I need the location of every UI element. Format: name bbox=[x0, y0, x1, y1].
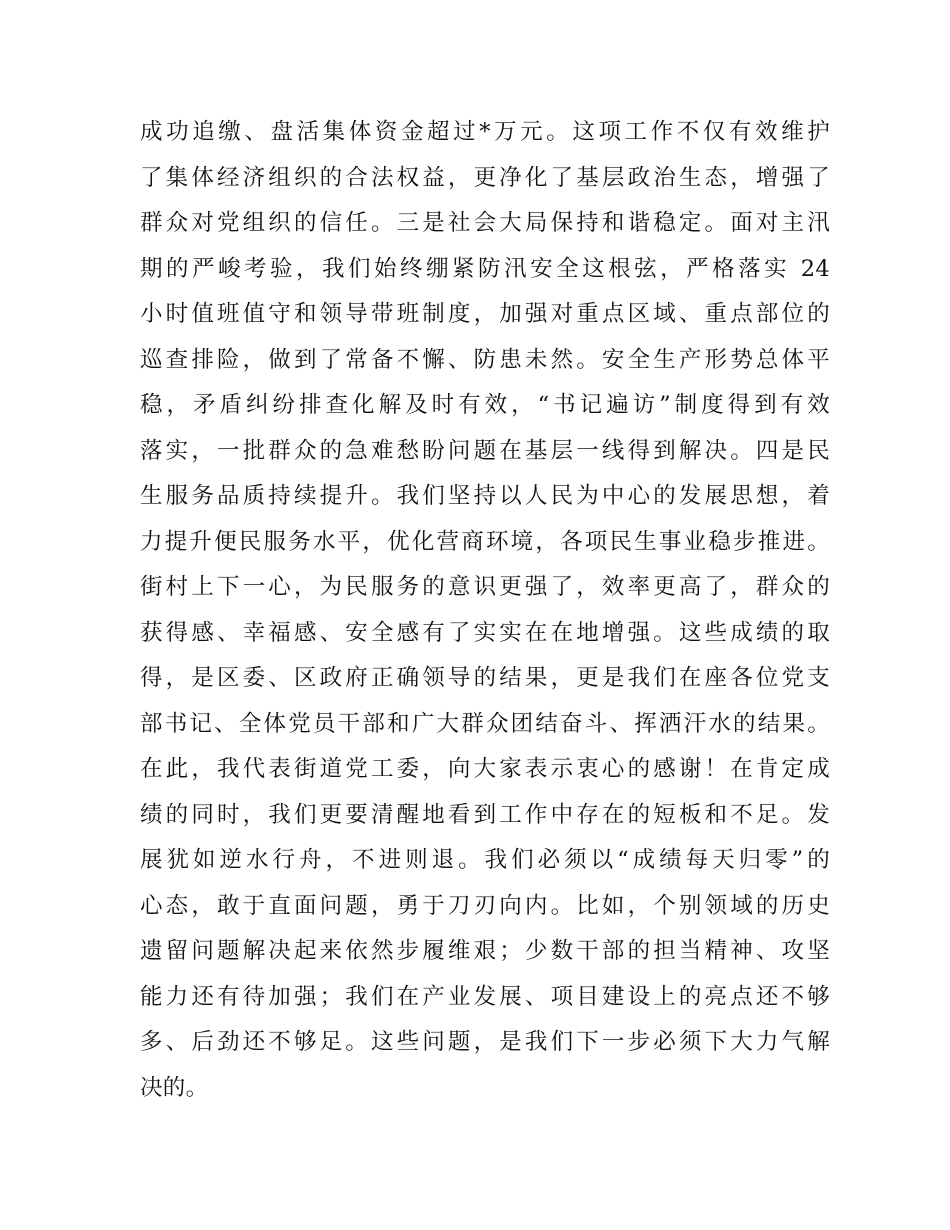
text-line: 能力还有待加强；我们在产业发展、项目建设上的亮点还不够 bbox=[140, 983, 830, 1010]
text-line: 部书记、全体党员干部和广大群众团结奋斗、挥洒汗水的结果。 bbox=[140, 710, 830, 737]
text-line: 遗留问题解决起来依然步履维艰；少数干部的担当精神、攻坚 bbox=[140, 938, 830, 964]
text-line: 展犹如逆水行舟，不进则退。我们必须以“成绩每天归零”的 bbox=[140, 847, 830, 873]
text-line: 多、后劲还不够足。这些问题，是我们下一步必须下大力气解 bbox=[140, 1029, 830, 1055]
text-line: 群众对党组织的信任。三是社会大局保持和谐稳定。面对主汛 bbox=[140, 210, 830, 236]
text-line: 街村上下一心，为民服务的意识更强了，效率更高了，群众的 bbox=[140, 574, 830, 600]
text-line: 生服务品质持续提升。我们坚持以人民为中心的发展思想，着 bbox=[140, 483, 830, 509]
text-line: 稳，矛盾纠纷排查化解及时有效，“书记遍访”制度得到有效 bbox=[140, 392, 830, 418]
text-line: 小时值班值守和领导带班制度，加强对重点区域、重点部位的 bbox=[140, 301, 830, 327]
body-paragraph bbox=[140, 110, 830, 1111]
text-line: 绩的同时，我们更要清醒地看到工作中存在的短板和不足。发 bbox=[140, 801, 830, 828]
text-line: 得，是区委、区政府正确领导的结果，更是我们在座各位党支 bbox=[140, 665, 830, 691]
text-line: 落实，一批群众的急难愁盼问题在基层一线得到解决。四是民 bbox=[140, 437, 830, 464]
text-line: 心态，敢于直面问题，勇于刀刃向内。比如，个别领域的历史 bbox=[140, 892, 830, 919]
text-line: 成功追缴、盘活集体资金超过*万元。这项工作不仅有效维护 bbox=[140, 119, 830, 145]
text-line: 了集体经济组织的合法权益，更净化了基层政治生态，增强了 bbox=[140, 164, 830, 191]
text-line: 决的。 bbox=[140, 1074, 209, 1101]
text-line: 力提升便民服务水平，优化营商环境，各项民生事业稳步推进。 bbox=[140, 528, 830, 555]
text-line: 在此，我代表街道党工委，向大家表示衷心的感谢！在肯定成 bbox=[140, 756, 830, 782]
text-line: 巡查排险，做到了常备不懈、防患未然。安全生产形势总体平 bbox=[140, 346, 830, 373]
text-line: 期的严峻考验，我们始终绷紧防汛安全这根弦，严格落实 24 bbox=[140, 255, 830, 282]
text-line: 获得感、幸福感、安全感有了实实在在地增强。这些成绩的取 bbox=[140, 619, 830, 646]
